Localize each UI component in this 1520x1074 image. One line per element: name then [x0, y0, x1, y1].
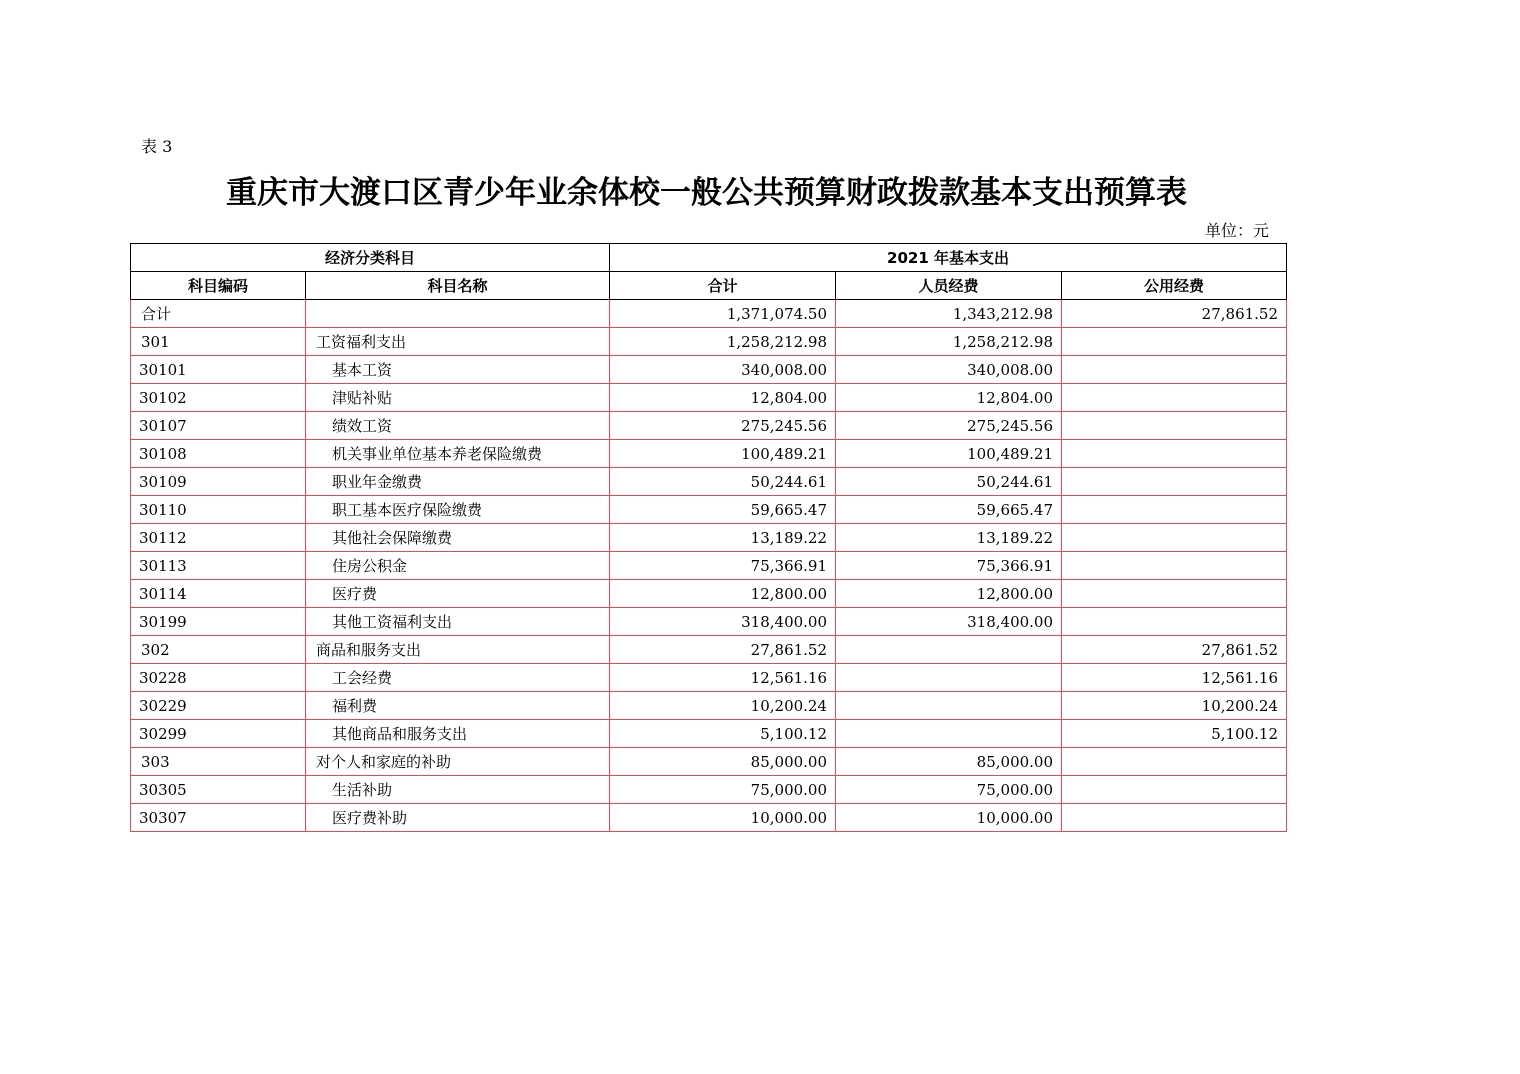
header-basic-expenditure: 2021 年基本支出	[610, 244, 1287, 272]
page-title: 重庆市大渡口区青少年业余体校一般公共预算财政拨款基本支出预算表	[226, 175, 1187, 211]
table-row	[131, 496, 1287, 524]
total-cell: 10,000.00	[610, 804, 836, 832]
table-row	[131, 328, 1287, 356]
personnel-expense-cell: 12,800.00	[836, 580, 1062, 608]
subject-name-cell: 其他商品和服务支出	[306, 720, 610, 748]
subject-name-cell: 福利费	[306, 692, 610, 720]
personnel-expense-cell	[836, 720, 1062, 748]
public-expense-cell	[1062, 496, 1287, 524]
total-cell: 27,861.52	[610, 636, 836, 664]
subject-code-cell: 30228	[131, 664, 306, 692]
personnel-expense-cell: 50,244.61	[836, 468, 1062, 496]
subject-name-cell: 工资福利支出	[306, 328, 610, 356]
subject-name-cell	[306, 300, 610, 328]
public-expense-cell	[1062, 608, 1287, 636]
personnel-expense-cell	[836, 692, 1062, 720]
total-cell: 12,561.16	[610, 664, 836, 692]
personnel-expense-cell	[836, 636, 1062, 664]
public-expense-cell	[1062, 412, 1287, 440]
personnel-expense-cell: 12,804.00	[836, 384, 1062, 412]
public-expense-cell	[1062, 524, 1287, 552]
table-row	[131, 748, 1287, 776]
subject-name-cell: 工会经费	[306, 664, 610, 692]
personnel-expense-cell: 1,258,212.98	[836, 328, 1062, 356]
table-row	[131, 524, 1287, 552]
header-public-expense: 公用经费	[1062, 272, 1287, 300]
table-row	[131, 804, 1287, 832]
header-economic-classification: 经济分类科目	[131, 244, 610, 272]
personnel-expense-cell: 100,489.21	[836, 440, 1062, 468]
total-cell: 5,100.12	[610, 720, 836, 748]
public-expense-cell: 12,561.16	[1062, 664, 1287, 692]
personnel-expense-cell: 59,665.47	[836, 496, 1062, 524]
subject-name-cell: 其他工资福利支出	[306, 608, 610, 636]
public-expense-cell: 10,200.24	[1062, 692, 1287, 720]
public-expense-cell: 27,861.52	[1062, 636, 1287, 664]
subject-code-cell: 30112	[131, 524, 306, 552]
personnel-expense-cell: 85,000.00	[836, 748, 1062, 776]
subject-name-cell: 对个人和家庭的补助	[306, 748, 610, 776]
subject-name-cell: 基本工资	[306, 356, 610, 384]
total-cell: 12,804.00	[610, 384, 836, 412]
table-row	[131, 412, 1287, 440]
public-expense-cell	[1062, 804, 1287, 832]
public-expense-cell	[1062, 580, 1287, 608]
total-cell: 12,800.00	[610, 580, 836, 608]
header-total: 合计	[610, 272, 836, 300]
subject-name-cell: 其他社会保障缴费	[306, 524, 610, 552]
subject-name-cell: 商品和服务支出	[306, 636, 610, 664]
subject-name-cell: 职业年金缴费	[306, 468, 610, 496]
public-expense-cell	[1062, 748, 1287, 776]
personnel-expense-cell: 13,189.22	[836, 524, 1062, 552]
subject-code-cell: 30199	[131, 608, 306, 636]
subject-code-cell: 30101	[131, 356, 306, 384]
table-label: 表 3	[141, 137, 173, 156]
personnel-expense-cell: 340,008.00	[836, 356, 1062, 384]
personnel-expense-cell: 1,343,212.98	[836, 300, 1062, 328]
subject-code-cell: 30114	[131, 580, 306, 608]
subject-name-cell: 职工基本医疗保险缴费	[306, 496, 610, 524]
table-row	[131, 664, 1287, 692]
public-expense-cell	[1062, 776, 1287, 804]
total-cell: 1,371,074.50	[610, 300, 836, 328]
public-expense-cell: 27,861.52	[1062, 300, 1287, 328]
subject-code-cell: 30108	[131, 440, 306, 468]
subject-code-cell: 30229	[131, 692, 306, 720]
table-row	[131, 440, 1287, 468]
total-cell: 13,189.22	[610, 524, 836, 552]
public-expense-cell	[1062, 328, 1287, 356]
subject-code-cell: 30109	[131, 468, 306, 496]
subject-code-cell: 合计	[131, 300, 306, 328]
table-body	[131, 300, 1287, 832]
subject-name-cell: 津贴补贴	[306, 384, 610, 412]
public-expense-cell: 5,100.12	[1062, 720, 1287, 748]
table-row	[131, 356, 1287, 384]
subject-code-cell: 30107	[131, 412, 306, 440]
table-row	[131, 300, 1287, 328]
public-expense-cell	[1062, 384, 1287, 412]
subject-name-cell: 住房公积金	[306, 552, 610, 580]
header-personnel-expense: 人员经费	[836, 272, 1062, 300]
table-row	[131, 636, 1287, 664]
table-row	[131, 580, 1287, 608]
total-cell: 59,665.47	[610, 496, 836, 524]
total-cell: 1,258,212.98	[610, 328, 836, 356]
table-row	[131, 384, 1287, 412]
subject-code-cell: 30305	[131, 776, 306, 804]
table-row	[131, 776, 1287, 804]
subject-name-cell: 生活补助	[306, 776, 610, 804]
personnel-expense-cell: 75,000.00	[836, 776, 1062, 804]
total-cell: 10,200.24	[610, 692, 836, 720]
header-column-row	[131, 272, 1287, 300]
header-subject-name: 科目名称	[306, 272, 610, 300]
header-subject-code: 科目编码	[131, 272, 306, 300]
public-expense-cell	[1062, 440, 1287, 468]
subject-name-cell: 医疗费补助	[306, 804, 610, 832]
subject-code-cell: 30307	[131, 804, 306, 832]
table-row	[131, 608, 1287, 636]
personnel-expense-cell: 10,000.00	[836, 804, 1062, 832]
subject-code-cell: 30102	[131, 384, 306, 412]
total-cell: 75,000.00	[610, 776, 836, 804]
public-expense-cell	[1062, 468, 1287, 496]
public-expense-cell	[1062, 552, 1287, 580]
public-expense-cell	[1062, 356, 1287, 384]
subject-code-cell: 303	[131, 748, 306, 776]
table-row	[131, 720, 1287, 748]
unit-label: 单位：元	[1205, 221, 1270, 240]
total-cell: 50,244.61	[610, 468, 836, 496]
personnel-expense-cell: 75,366.91	[836, 552, 1062, 580]
table-row	[131, 692, 1287, 720]
subject-name-cell: 医疗费	[306, 580, 610, 608]
subject-code-cell: 30110	[131, 496, 306, 524]
total-cell: 318,400.00	[610, 608, 836, 636]
total-cell: 275,245.56	[610, 412, 836, 440]
table-row	[131, 552, 1287, 580]
total-cell: 75,366.91	[610, 552, 836, 580]
subject-code-cell: 302	[131, 636, 306, 664]
subject-code-cell: 30113	[131, 552, 306, 580]
personnel-expense-cell: 275,245.56	[836, 412, 1062, 440]
subject-code-cell: 30299	[131, 720, 306, 748]
personnel-expense-cell: 318,400.00	[836, 608, 1062, 636]
header-group-row	[131, 244, 1287, 272]
total-cell: 340,008.00	[610, 356, 836, 384]
table-row	[131, 468, 1287, 496]
subject-name-cell: 绩效工资	[306, 412, 610, 440]
subject-name-cell: 机关事业单位基本养老保险缴费	[306, 440, 610, 468]
personnel-expense-cell	[836, 664, 1062, 692]
total-cell: 85,000.00	[610, 748, 836, 776]
subject-code-cell: 301	[131, 328, 306, 356]
total-cell: 100,489.21	[610, 440, 836, 468]
budget-table	[130, 243, 1287, 832]
